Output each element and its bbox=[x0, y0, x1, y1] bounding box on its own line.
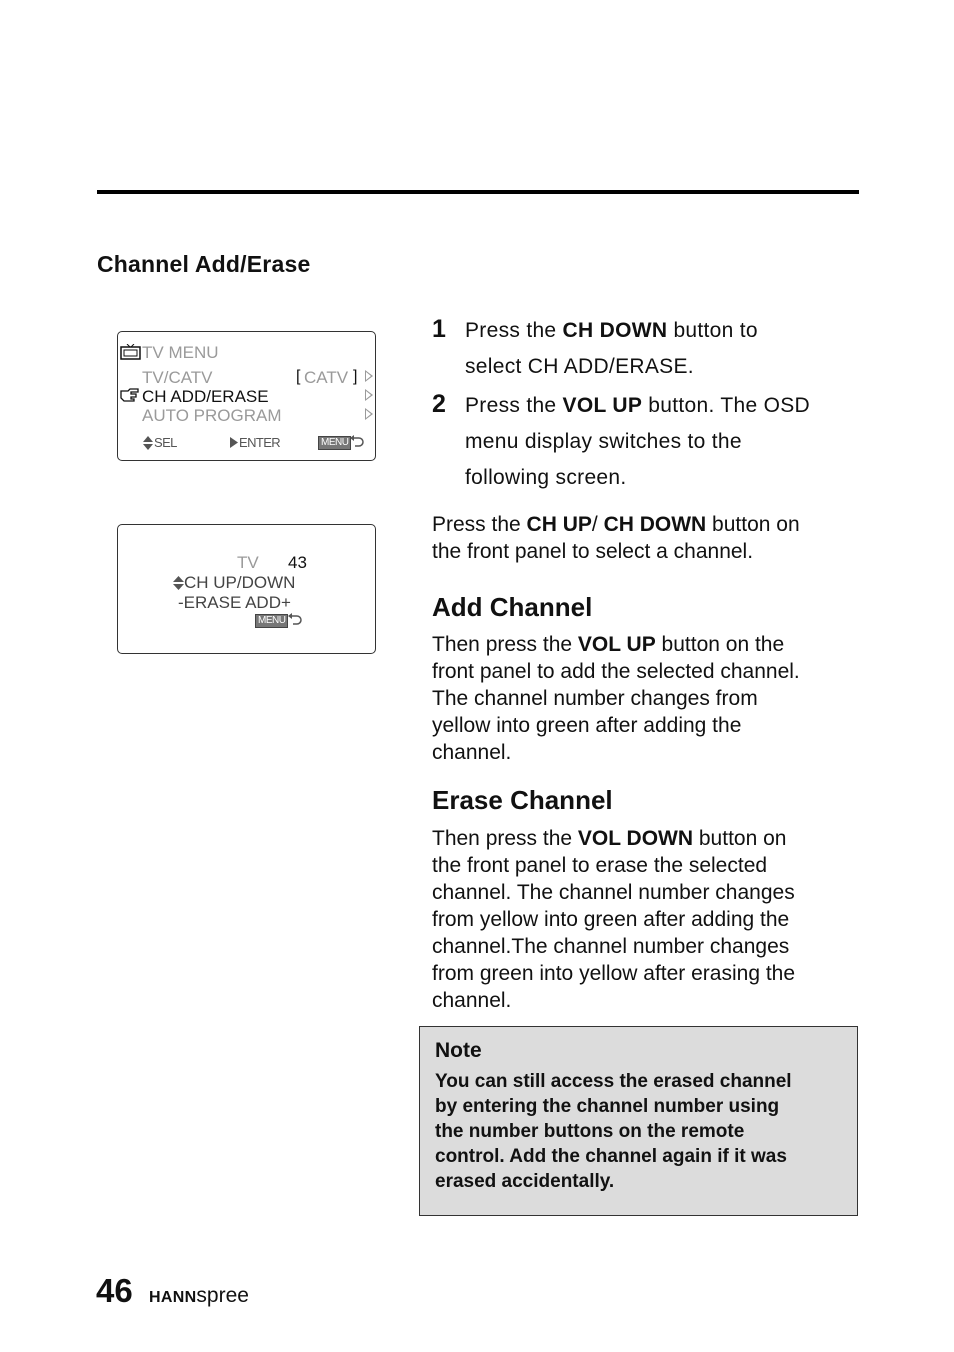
bracket-right-icon: ] bbox=[353, 368, 358, 385]
step-number: 2 bbox=[432, 390, 446, 418]
erase-channel-paragraph: Then press the VOL DOWN button on the front panel to erase the selected channel. The channel number changes from yellow into green after adding the channel.The channel number changes from green into yellow after erasing the channel. bbox=[432, 827, 796, 1012]
osd-tv-menu-screen bbox=[117, 331, 376, 461]
play-arrow-icon bbox=[230, 437, 238, 448]
osd-tv-label: TV bbox=[237, 553, 259, 572]
note-body: You can still access the erased channel by entering the channel number using the number buttons on the remote control. Add the channel again if it was erased accidentally. bbox=[435, 1071, 792, 1192]
osd-channel-number: 43 bbox=[288, 553, 307, 572]
page-number: 46 bbox=[96, 1272, 133, 1309]
osd-enter-label: ENTER bbox=[239, 435, 281, 450]
return-arrow-icon bbox=[288, 613, 302, 627]
osd-item-ch-add-erase: CH ADD/ERASE bbox=[142, 387, 269, 406]
osd-item-auto-program: AUTO PROGRAM bbox=[142, 406, 282, 425]
osd-erase-add: -ERASE ADD+ bbox=[178, 593, 291, 612]
up-down-arrow-icon bbox=[143, 436, 153, 450]
osd-item-tv-catv-value: CATV bbox=[304, 368, 349, 387]
osd-menu-title: TV MENU bbox=[142, 343, 219, 362]
menu-key-icon: MENU bbox=[255, 614, 288, 628]
up-down-arrow-icon bbox=[173, 576, 184, 590]
add-channel-heading: Add Channel bbox=[432, 592, 593, 622]
step-number: 1 bbox=[432, 315, 446, 343]
step-1-text: Press the CH DOWN button to select CH ADD/ERASE. bbox=[465, 319, 758, 378]
arrow-right-icon bbox=[365, 389, 373, 401]
osd-sel-label: SEL bbox=[154, 435, 177, 450]
add-channel-paragraph: Then press the VOL UP button on the front panel to add the selected channel. The channel number changes from yellow into green after adding the channel. bbox=[432, 633, 800, 764]
arrow-right-icon bbox=[365, 370, 373, 382]
pointing-hand-icon bbox=[119, 387, 141, 403]
select-channel-paragraph: Press the CH UP/ CH DOWN button on the front panel to select a channel. bbox=[432, 513, 800, 563]
erase-channel-heading: Erase Channel bbox=[432, 785, 613, 815]
top-rule bbox=[97, 190, 859, 194]
osd-ch-up-down: CH UP/DOWN bbox=[184, 573, 296, 592]
menu-key-icon: MENU bbox=[318, 436, 351, 450]
step-2-text: Press the VOL UP button. The OSD menu display switches to the following screen. bbox=[465, 394, 810, 489]
section-title: Channel Add/Erase bbox=[97, 251, 311, 277]
note-title: Note bbox=[435, 1039, 482, 1062]
tv-icon bbox=[120, 344, 142, 360]
note-box bbox=[419, 1026, 858, 1216]
return-arrow-icon bbox=[350, 435, 364, 449]
osd-item-tv-catv: TV/CATV bbox=[142, 368, 213, 387]
osd-channel-screen bbox=[117, 524, 376, 654]
brand-logo: HANNspree bbox=[149, 1284, 249, 1307]
bracket-left-icon: [ bbox=[296, 368, 301, 385]
arrow-right-icon bbox=[365, 408, 373, 420]
